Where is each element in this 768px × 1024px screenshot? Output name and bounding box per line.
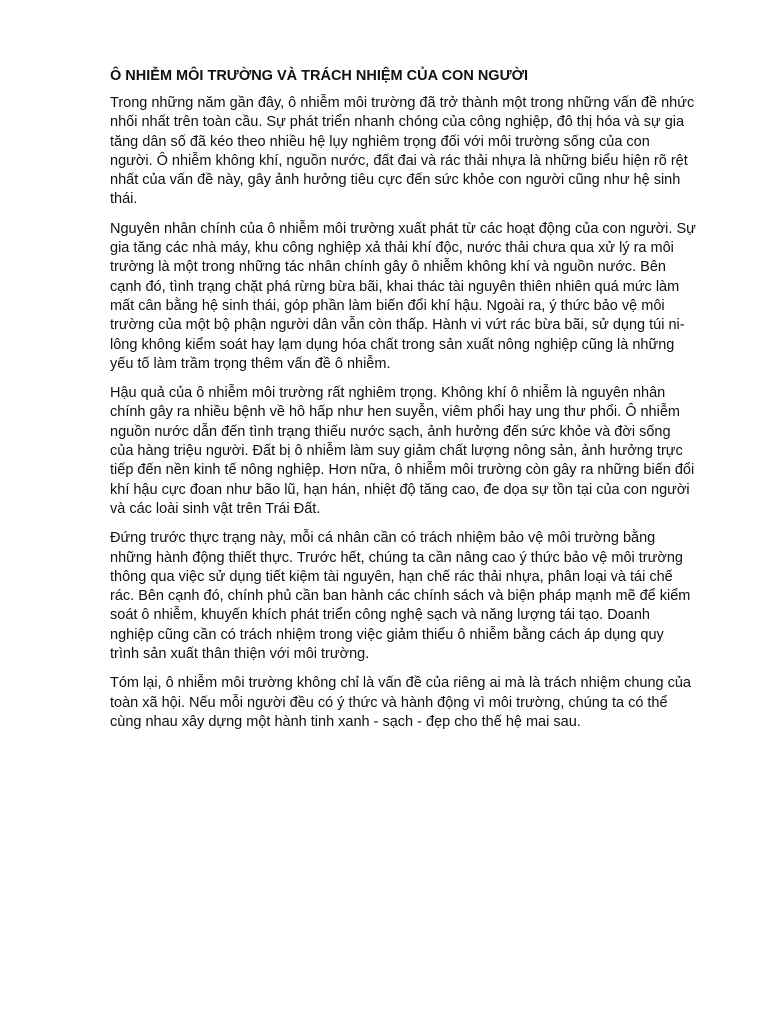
paragraph-responsibility: Đứng trước thực trạng này, mỗi cá nhân cần có trách nhiệm bảo vệ môi trường bằng những hành động thiết thực. Trước hết, chúng ta cần nâng cao ý thức bảo vệ môi trường thông qua việc sử dụng tiết kiệm tài nguyên, hạn chế rác thải nhựa, phân loại và tái chế rác. Bên cạnh đó, chính phủ cần ban hành các chính sách và biện pháp mạnh mẽ để kiểm soát ô nhiễm, khuyến khích phát triển công nghệ sạch và năng lượng tái tạo. Doanh nghiệp cũng cần có trách nhiệm trong việc giảm thiểu ô nhiễm bằng cách áp dụng quy trình sản xuất thân thiện với môi trường.: [110, 530, 691, 663]
paragraph-conclusion: Tóm lại, ô nhiễm môi trường không chỉ là vấn đề của riêng ai mà là trách nhiệm chung của toàn xã hội. Nếu mỗi người đều có ý thức và hành động vì môi trường, chúng ta có thể cùng nhau xây dựng một hành tinh xanh - sạch - đẹp cho thế hệ mai sau.: [110, 675, 691, 730]
document-title: Ô NHIỄM MÔI TRƯỜNG VÀ TRÁCH NHIỆM CỦA CON NGƯỜI: [110, 68, 529, 84]
paragraph-intro: Trong những năm gần đây, ô nhiễm môi trường đã trở thành một trong những vấn đề nhức nhối nhất trên toàn cầu. Sự phát triển nhanh chóng của công nghiệp, đô thị hóa và sự gia tăng dân số đã kéo theo nhiều hệ lụy nghiêm trọng đối với môi trường sống của con người. Ô nhiễm không khí, nguồn nước, đất đai và rác thải nhựa là những biểu hiện rõ rệt nhất của vấn đề này, gây ảnh hưởng tiêu cực đến sức khỏe con người cũng như hệ sinh thái.: [110, 95, 695, 208]
document-page: [110, 66, 696, 742]
paragraph-consequences: Hậu quả của ô nhiễm môi trường rất nghiêm trọng. Không khí ô nhiễm là nguyên nhân chính gây ra nhiều bệnh về hô hấp như hen suyễn, viêm phổi hay ung thư phổi. Ô nhiễm nguồn nước dẫn đến tình trạng thiếu nước sạch, ảnh hưởng đến sức khỏe và đời sống của hàng triệu người. Đất bị ô nhiễm làm suy giảm chất lượng nông sản, ảnh hưởng trực tiếp đến nền kinh tế nông nghiệp. Hơn nữa, ô nhiễm môi trường còn gây ra những biến đổi khí hậu cực đoan như bão lũ, hạn hán, nhiệt độ tăng cao, đe dọa sự tồn tại của con người và các loài sinh vật trên Trái Đất.: [110, 385, 695, 517]
paragraph-causes: Nguyên nhân chính của ô nhiễm môi trường xuất phát từ các hoạt động của con người. Sự gia tăng các nhà máy, khu công nghiệp xả thải khí độc, nước thải chưa qua xử lý ra môi trường là một trong những tác nhân chính gây ô nhiễm không khí và nguồn nước. Bên cạnh đó, tình trạng chặt phá rừng bừa bãi, khai thác tài nguyên thiên nhiên quá mức làm mất cân bằng hệ sinh thái, góp phần làm biến đổi khí hậu. Ngoài ra, ý thức bảo vệ môi trường của một bộ phận người dân vẫn còn thấp. Hành vi vứt rác bừa bãi, sử dụng túi ni-lông không kiểm soát hay lạm dụng hóa chất trong sản xuất nông nghiệp cũng là những yếu tố làm trầm trọng thêm vấn đề ô nhiễm.: [110, 220, 696, 372]
